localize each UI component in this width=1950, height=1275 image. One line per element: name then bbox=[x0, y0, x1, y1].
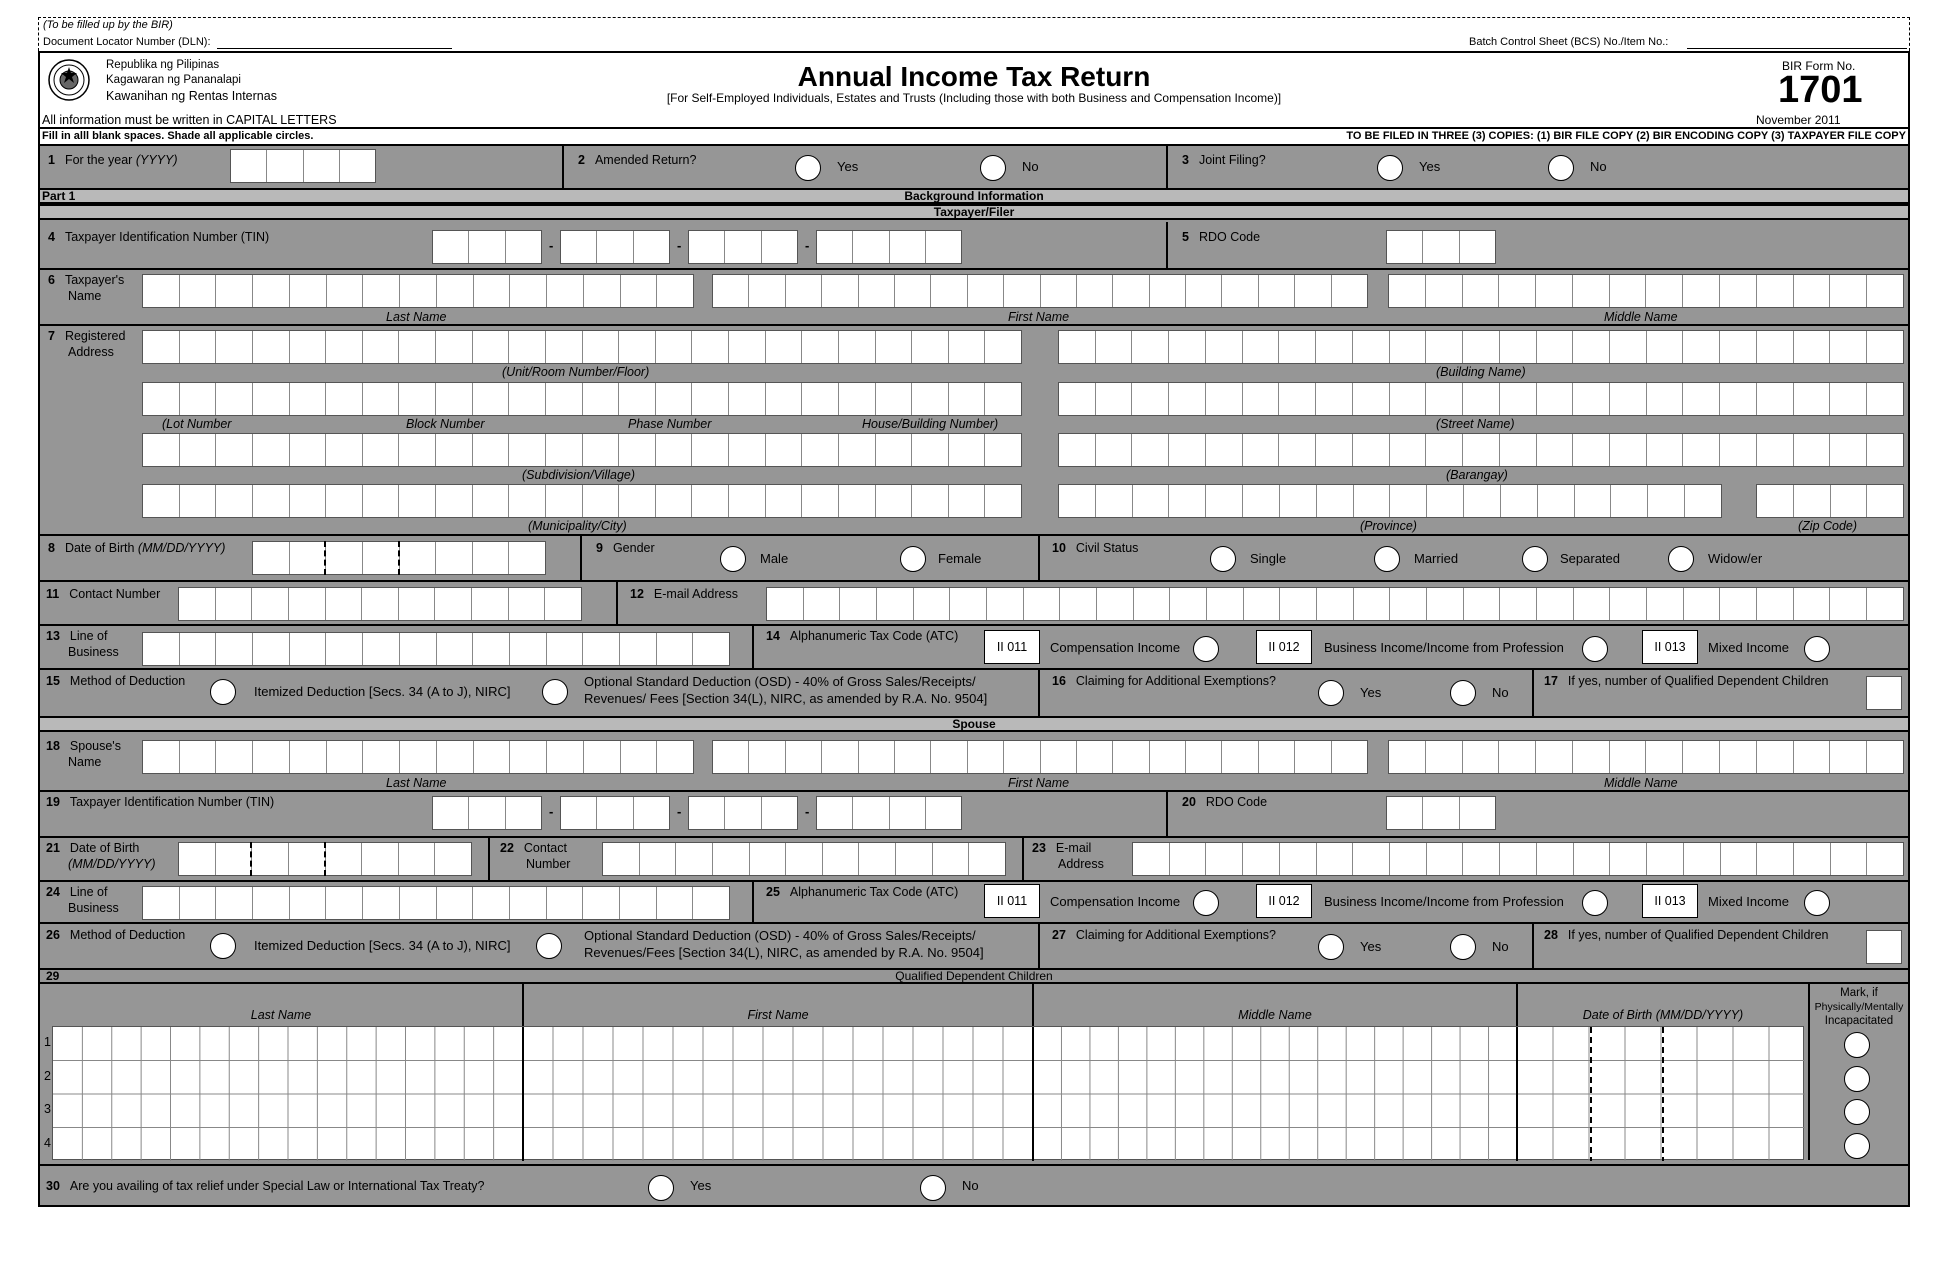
block-caption: Block Number bbox=[406, 417, 485, 431]
tin-dash: - bbox=[549, 238, 554, 253]
amended-yes-label: Yes bbox=[837, 159, 859, 174]
separator bbox=[40, 836, 1908, 838]
form-number: 1701 bbox=[1778, 69, 1863, 111]
item-1-label: 1 For the year (YYYY) bbox=[48, 153, 178, 167]
spouse-middle-caption: Middle Name bbox=[1604, 776, 1678, 790]
tin-part-4[interactable] bbox=[816, 230, 962, 264]
dependents-band bbox=[40, 968, 1908, 984]
capital-note: All information must be written in CAPITAL LETTERS bbox=[42, 113, 337, 127]
tin-part-2[interactable] bbox=[560, 230, 670, 264]
divider bbox=[616, 580, 618, 624]
spouse-dependent-count-input[interactable] bbox=[1866, 930, 1902, 964]
item-7-label: 7 Registered Address bbox=[48, 329, 126, 359]
separator bbox=[40, 268, 1908, 270]
exemption-no-label: No bbox=[1492, 685, 1509, 700]
income-tax-form bbox=[38, 17, 1910, 1207]
street-name-input[interactable] bbox=[1058, 382, 1904, 416]
item-18-label: 18 Spouse's Name bbox=[46, 739, 121, 769]
spouse-osd-radio[interactable] bbox=[536, 933, 562, 959]
tax-relief-yes-label: Yes bbox=[690, 1178, 712, 1193]
spouse-contact-input[interactable] bbox=[602, 842, 1006, 876]
atc-011-box: II 011 bbox=[984, 630, 1040, 664]
item-23-label: 23 E-mail Address bbox=[1032, 841, 1104, 871]
spouse-atc-013-box: II 013 bbox=[1642, 884, 1698, 918]
form-header bbox=[38, 51, 1910, 129]
item-14-label: 14 Alphanumeric Tax Code (ATC) bbox=[766, 629, 959, 643]
tax-relief-no-radio[interactable] bbox=[920, 1175, 946, 1201]
osd-radio[interactable] bbox=[542, 679, 568, 705]
item-6-label: 6 Taxpayer's Name bbox=[48, 273, 125, 303]
item-24-label: 24 Line of Business bbox=[46, 885, 119, 915]
civil-widow-radio[interactable] bbox=[1668, 546, 1694, 572]
agency-line-1: Republika ng Pilipinas bbox=[106, 59, 220, 71]
spouse-atc-013-label: Mixed Income bbox=[1708, 894, 1789, 909]
taxpayer-band bbox=[40, 204, 1908, 220]
bir-use-area bbox=[38, 17, 1910, 51]
item-16-label: 16 Claiming for Additional Exemptions? bbox=[1052, 674, 1277, 688]
dep-middle-name-header: Middle Name bbox=[1238, 1008, 1312, 1022]
spouse-atc-012-radio[interactable] bbox=[1582, 890, 1608, 916]
spouse-atc-011-label: Compensation Income bbox=[1050, 894, 1181, 909]
lot-caption: (Lot Number bbox=[162, 417, 232, 431]
spouse-last-caption: Last Name bbox=[386, 776, 447, 790]
item-12-label: 12 E-mail Address bbox=[630, 587, 738, 601]
joint-yes-radio[interactable] bbox=[1377, 155, 1403, 181]
bcs-label: Batch Control Sheet (BCS) No./Item No.: bbox=[1469, 36, 1669, 48]
tax-relief-yes-radio[interactable] bbox=[648, 1175, 674, 1201]
agency-line-3: Kawanihan ng Rentas Internas bbox=[106, 89, 277, 103]
divider bbox=[752, 880, 754, 922]
gender-male-radio[interactable] bbox=[720, 546, 746, 572]
amended-yes-radio[interactable] bbox=[795, 155, 821, 181]
item-3-label: 3 Joint Filing? bbox=[1182, 153, 1266, 167]
building-caption: (Building Name) bbox=[1436, 365, 1526, 379]
exemption-yes-label: Yes bbox=[1360, 685, 1382, 700]
taxpayer-middle-name[interactable] bbox=[1388, 274, 1904, 308]
phase-caption: Phase Number bbox=[628, 417, 712, 431]
part1-label: Part 1 bbox=[42, 189, 76, 203]
dob-divider bbox=[250, 842, 252, 876]
tax-relief-no-label: No bbox=[962, 1178, 979, 1193]
subdivision-input[interactable] bbox=[142, 433, 1022, 467]
separator bbox=[40, 922, 1908, 924]
spouse-middle-name[interactable] bbox=[1388, 740, 1904, 774]
atc-013-label: Mixed Income bbox=[1708, 640, 1789, 655]
dep-row-3: 3 bbox=[44, 1102, 51, 1116]
first-name-caption: First Name bbox=[1008, 310, 1070, 324]
exemption-no-radio[interactable] bbox=[1450, 680, 1476, 706]
line-of-business-input[interactable] bbox=[142, 632, 730, 666]
separator bbox=[40, 880, 1908, 882]
tin-dash: - bbox=[805, 238, 810, 253]
copies-note: TO BE FILED IN THREE (3) COPIES: (1) BIR FILE COPY (2) BIR ENCODING COPY (3) TAXPAYER FILE COPY bbox=[1346, 130, 1906, 142]
part1-band bbox=[40, 188, 1908, 204]
divider bbox=[1022, 836, 1024, 880]
fill-note: Fill in alll blank spaces. Shade all applicable circles. bbox=[42, 130, 314, 142]
tin-part-1[interactable] bbox=[432, 230, 542, 264]
spouse-atc-011-radio[interactable] bbox=[1193, 890, 1219, 916]
unit-caption: (Unit/Room Number/Floor) bbox=[502, 365, 650, 379]
taxpayer-title: Taxpayer/Filer bbox=[933, 205, 1015, 219]
atc-013-radio[interactable] bbox=[1804, 636, 1830, 662]
osd-label: Optional Standard Deduction (OSD) - 40% of Gross Sales/Receipts/ Revenues/ Fees [Section 34(L), NIRC, as amended by R.A. No. 9504] bbox=[584, 674, 988, 706]
spouse-tin-part-2[interactable] bbox=[560, 796, 670, 830]
rdo-code-input[interactable] bbox=[1386, 230, 1496, 264]
widow-label: Widow/er bbox=[1708, 551, 1763, 566]
divider bbox=[1166, 222, 1168, 268]
joint-no-radio[interactable] bbox=[1548, 155, 1574, 181]
province-input[interactable] bbox=[1058, 484, 1722, 518]
separator bbox=[40, 580, 1908, 582]
spouse-atc-012-label: Business Income/Income from Profession bbox=[1324, 894, 1564, 909]
item-22-label: 22 Contact Number bbox=[500, 841, 571, 871]
dependents-grid[interactable] bbox=[52, 1026, 1804, 1160]
item-27-label: 27 Claiming for Additional Exemptions? bbox=[1052, 928, 1277, 942]
dep-row-4: 4 bbox=[44, 1136, 51, 1150]
separator bbox=[40, 534, 1908, 536]
dob-divider bbox=[324, 541, 326, 575]
spouse-itemized-label: Itemized Deduction [Secs. 34 (A to J), NIRC] bbox=[254, 938, 511, 953]
item-2-label: 2 Amended Return? bbox=[578, 153, 697, 167]
item-20-label: 20 RDO Code bbox=[1182, 795, 1268, 809]
divider bbox=[1038, 668, 1040, 716]
form-label: BIR Form No. bbox=[1782, 59, 1856, 73]
tin-dash: - bbox=[677, 804, 682, 819]
joint-yes-label: Yes bbox=[1419, 159, 1441, 174]
divider bbox=[1532, 668, 1534, 716]
female-label: Female bbox=[938, 551, 982, 566]
item-29-title: Qualified Dependent Children bbox=[895, 969, 1053, 983]
spouse-atc-012-box: II 012 bbox=[1256, 884, 1312, 918]
civil-single-radio[interactable] bbox=[1210, 546, 1236, 572]
form-date: November 2011 bbox=[1756, 113, 1841, 127]
atc-012-box: II 012 bbox=[1256, 630, 1312, 664]
spouse-business-input[interactable] bbox=[142, 886, 730, 920]
divider bbox=[1166, 146, 1168, 188]
divider bbox=[1532, 922, 1534, 968]
single-label: Single bbox=[1250, 551, 1287, 566]
tin-dash: - bbox=[805, 804, 810, 819]
item-28-label: 28 If yes, number of Qualified Dependent Children bbox=[1544, 928, 1829, 942]
spouse-atc-013-radio[interactable] bbox=[1804, 890, 1830, 916]
last-name-caption: Last Name bbox=[386, 310, 447, 324]
form-subtitle: [For Self-Employed Individuals, Estates and Trusts (Including those with both Business and Compensation Income)] bbox=[666, 91, 1282, 105]
spouse-first-name[interactable] bbox=[712, 740, 1368, 774]
spouse-osd-label: Optional Standard Deduction (OSD) - 40% of Gross Sales/Receipts/ Revenues/Fees [Section 34(L), NIRC, as amended by R.A. No. 9504] bbox=[584, 928, 984, 960]
middle-name-caption: Middle Name bbox=[1604, 310, 1678, 324]
dob-divider bbox=[398, 541, 400, 575]
zip-code-input[interactable] bbox=[1756, 484, 1904, 518]
zip-caption: (Zip Code) bbox=[1798, 519, 1858, 533]
itemized-label: Itemized Deduction [Secs. 34 (A to J), NIRC] bbox=[254, 684, 511, 699]
dep-last-name-header: Last Name bbox=[250, 1008, 312, 1022]
tin-dash: - bbox=[549, 804, 554, 819]
amended-no-radio[interactable] bbox=[980, 155, 1006, 181]
item-8-label: 8 Date of Birth (MM/DD/YYYY) bbox=[48, 541, 226, 555]
item-9-label: 9 Gender bbox=[596, 541, 655, 555]
atc-012-radio[interactable] bbox=[1582, 636, 1608, 662]
spouse-exemption-yes-radio[interactable] bbox=[1318, 934, 1344, 960]
spouse-rdo-input[interactable] bbox=[1386, 796, 1496, 830]
spouse-email-input[interactable] bbox=[1132, 842, 1904, 876]
spouse-exemption-yes-label: Yes bbox=[1360, 939, 1382, 954]
building-name-input[interactable] bbox=[1058, 330, 1904, 364]
instruction-bar bbox=[38, 129, 1910, 144]
separator bbox=[40, 668, 1908, 670]
separator bbox=[40, 790, 1908, 792]
separated-label: Separated bbox=[1560, 551, 1620, 566]
atc-013-box: II 013 bbox=[1642, 630, 1698, 664]
item-5-label: 5 RDO Code bbox=[1182, 230, 1261, 244]
spouse-tin-part-1[interactable] bbox=[432, 796, 542, 830]
unit-room-input[interactable] bbox=[142, 330, 1022, 364]
incapacitated-header: Mark, if Physically/Mentally Incapacitated bbox=[1814, 987, 1904, 1027]
incapacitated-radio-2[interactable] bbox=[1844, 1066, 1870, 1092]
province-caption: (Province) bbox=[1360, 519, 1417, 533]
dln-line bbox=[217, 48, 452, 49]
spouse-itemized-radio[interactable] bbox=[210, 933, 236, 959]
separator bbox=[40, 324, 1908, 326]
item-13-label: 13 Line of Business bbox=[46, 629, 119, 659]
lot-block-phase-house-input[interactable] bbox=[142, 382, 1022, 416]
item-26-label: 26 Method of Deduction bbox=[46, 928, 186, 942]
bcs-line bbox=[1687, 48, 1907, 49]
house-caption: House/Building Number) bbox=[862, 417, 999, 431]
dob-divider bbox=[324, 842, 326, 876]
dependent-count-input[interactable] bbox=[1866, 676, 1902, 710]
divider bbox=[562, 146, 564, 188]
divider bbox=[1166, 790, 1168, 836]
item-29-num: 29 bbox=[46, 969, 60, 983]
spouse-exemption-no-label: No bbox=[1492, 939, 1509, 954]
incapacitated-radio-4[interactable] bbox=[1844, 1133, 1870, 1159]
barangay-caption: (Barangay) bbox=[1446, 468, 1508, 482]
incapacitated-radio-1[interactable] bbox=[1844, 1032, 1870, 1058]
spouse-atc-011-box: II 011 bbox=[984, 884, 1040, 918]
item-25-label: 25 Alphanumeric Tax Code (ATC) bbox=[766, 885, 959, 899]
spouse-exemption-no-radio[interactable] bbox=[1450, 934, 1476, 960]
subdivision-caption: (Subdivision/Village) bbox=[522, 468, 636, 482]
civil-separated-radio[interactable] bbox=[1522, 546, 1548, 572]
tax-year-input[interactable] bbox=[230, 149, 376, 183]
gender-female-radio[interactable] bbox=[900, 546, 926, 572]
dep-row-2: 2 bbox=[44, 1069, 51, 1083]
item-19-label: 19 Taxpayer Identification Number (TIN) bbox=[46, 795, 275, 809]
separator bbox=[40, 624, 1908, 626]
atc-011-label: Compensation Income bbox=[1050, 640, 1181, 655]
divider bbox=[1038, 922, 1040, 968]
spouse-title: Spouse bbox=[952, 717, 996, 731]
dln-label: Document Locator Number (DLN): bbox=[43, 36, 211, 48]
spouse-band bbox=[40, 716, 1908, 732]
street-caption: (Street Name) bbox=[1436, 417, 1515, 431]
dep-dob-header: Date of Birth (MM/DD/YYYY) bbox=[1582, 1008, 1744, 1022]
tin-part-3[interactable] bbox=[688, 230, 798, 264]
form-body bbox=[38, 144, 1910, 1207]
taxpayer-first-name[interactable] bbox=[712, 274, 1368, 308]
married-label: Married bbox=[1414, 551, 1459, 566]
agency-line-2: Kagawaran ng Pananalapi bbox=[106, 74, 241, 86]
municipality-caption: (Municipality/City) bbox=[528, 519, 627, 533]
dep-first-name-header: First Name bbox=[747, 1008, 809, 1022]
atc-012-label: Business Income/Income from Profession bbox=[1324, 640, 1564, 655]
joint-no-label: No bbox=[1590, 159, 1607, 174]
item-4-label: 4 Taxpayer Identification Number (TIN) bbox=[48, 230, 270, 244]
spouse-last-name[interactable] bbox=[142, 740, 694, 774]
atc-011-radio[interactable] bbox=[1193, 636, 1219, 662]
form-title: Annual Income Tax Return bbox=[797, 61, 1151, 92]
item-10-label: 10 Civil Status bbox=[1052, 541, 1139, 555]
background-title: Background Information bbox=[904, 189, 1044, 203]
incapacitated-radio-3[interactable] bbox=[1844, 1099, 1870, 1125]
contact-number-input[interactable] bbox=[178, 587, 582, 621]
spouse-first-caption: First Name bbox=[1008, 776, 1070, 790]
exemption-yes-radio[interactable] bbox=[1318, 680, 1344, 706]
spouse-tin-part-3[interactable] bbox=[688, 796, 798, 830]
male-label: Male bbox=[760, 551, 789, 566]
civil-married-radio[interactable] bbox=[1374, 546, 1400, 572]
taxpayer-last-name[interactable] bbox=[142, 274, 694, 308]
barangay-input[interactable] bbox=[1058, 433, 1904, 467]
email-address-input[interactable] bbox=[766, 587, 1904, 621]
item-17-label: 17 If yes, number of Qualified Dependent Children bbox=[1544, 674, 1829, 688]
bir-note: (To be filled up by the BIR) bbox=[43, 19, 173, 31]
amended-no-label: No bbox=[1022, 159, 1039, 174]
item-21-label: 21 Date of Birth (MM/DD/YYYY) bbox=[46, 841, 156, 871]
divider bbox=[580, 534, 582, 580]
item-30-label: 30 Are you availing of tax relief under Special Law or International Tax Treaty? bbox=[46, 1179, 485, 1193]
item-11-label: 11 Contact Number bbox=[46, 587, 161, 601]
municipality-input[interactable] bbox=[142, 484, 1022, 518]
divider bbox=[488, 836, 490, 880]
tin-dash: - bbox=[677, 238, 682, 253]
item-15-label: 15 Method of Deduction bbox=[46, 674, 186, 688]
dep-row-1: 1 bbox=[44, 1035, 51, 1049]
divider bbox=[752, 624, 754, 668]
spouse-tin-part-4[interactable] bbox=[816, 796, 962, 830]
separator bbox=[40, 1164, 1908, 1166]
itemized-radio[interactable] bbox=[210, 679, 236, 705]
divider bbox=[1038, 534, 1040, 580]
